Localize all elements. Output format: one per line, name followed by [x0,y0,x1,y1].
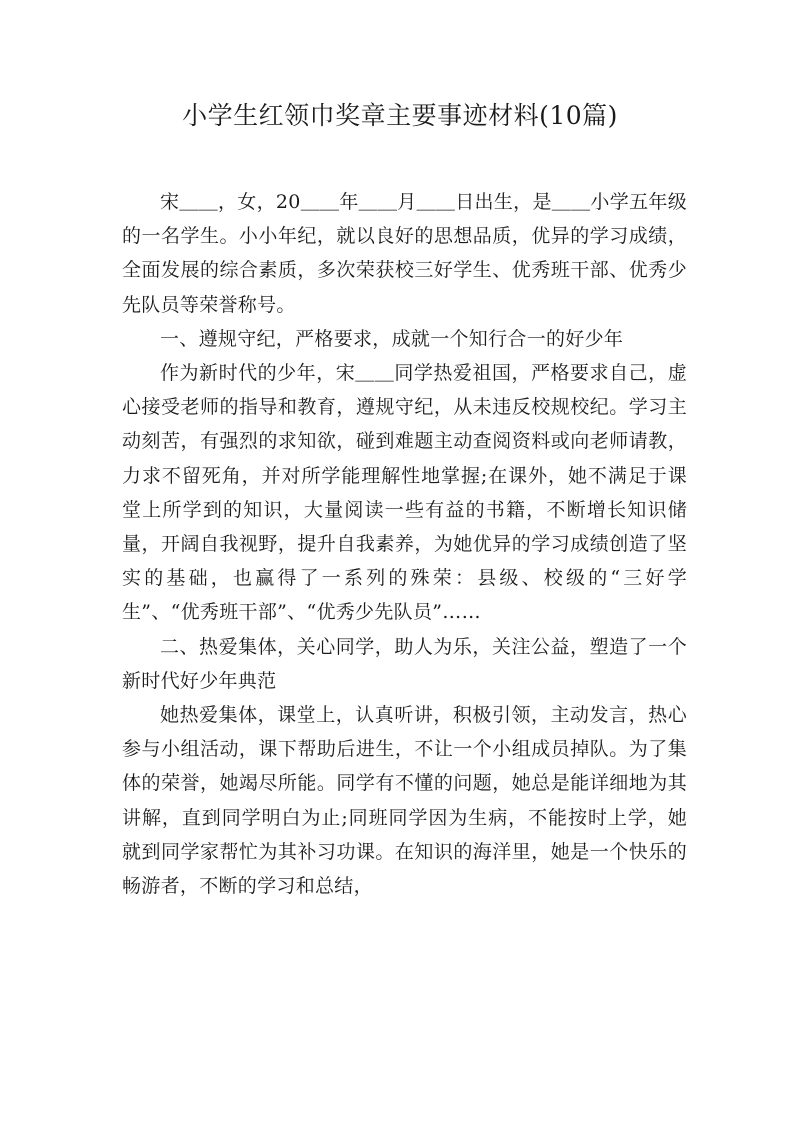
section-heading-1: 一、遵规守纪，严格要求，成就一个知行合一的好少年 [160,327,624,350]
document-title: 小学生红领巾奖章主要事迹材料(10篇) [182,101,618,130]
section-2-paragraph: 她热爱集体，课堂上，认真听讲，积极引领，主动发言，热心参与小组活动，课下帮助后进生，不让一个小组成员掉队。为了集体的荣誉，她竭尽所能。同学有不懂的问题，她总是能详细地为其讲解，直到同学明白为止;同班同学因为生病，不能按时上学，她就到同学家帮忙为其补习功课。在知识的海洋里，她是一个快乐的畅游者，不断的学习和总结， [122,704,687,898]
section-heading-2: 二、热爱集体，关心同学，助人为乐，关注公益，塑造了一个新时代好少年典范 [122,635,687,692]
intro-paragraph: 宋＿＿，女，20＿＿年＿＿月＿＿日出生，是＿＿小学五年级的一名学生。小小年纪，就以良好的思想品质，优异的学习成绩，全面发展的综合素质，多次荣获校三好学生、优秀班干部、优秀少先队员等荣誉称号。 [122,191,687,316]
document-body [122,185,687,903]
section-1-paragraph: 作为新时代的少年，宋＿＿同学热爱祖国，严格要求自己，虚心接受老师的指导和教育，遵规守纪，从未违反校规校纪。学习主动刻苦，有强烈的求知欲，碰到难题主动查阅资料或向老师请教，力求不留死角，并对所学能理解性地掌握;在课外，她不满足于课堂上所学到的知识，大量阅读一些有益的书籍，不断增长知识储量，开阔自我视野，提升自我素养，为她优异的学习成绩创造了坚实的基础，也赢得了一系列的殊荣：县级、校级的“三好学生”、“优秀班干部”、“优秀少先队员”…… [122,362,687,624]
